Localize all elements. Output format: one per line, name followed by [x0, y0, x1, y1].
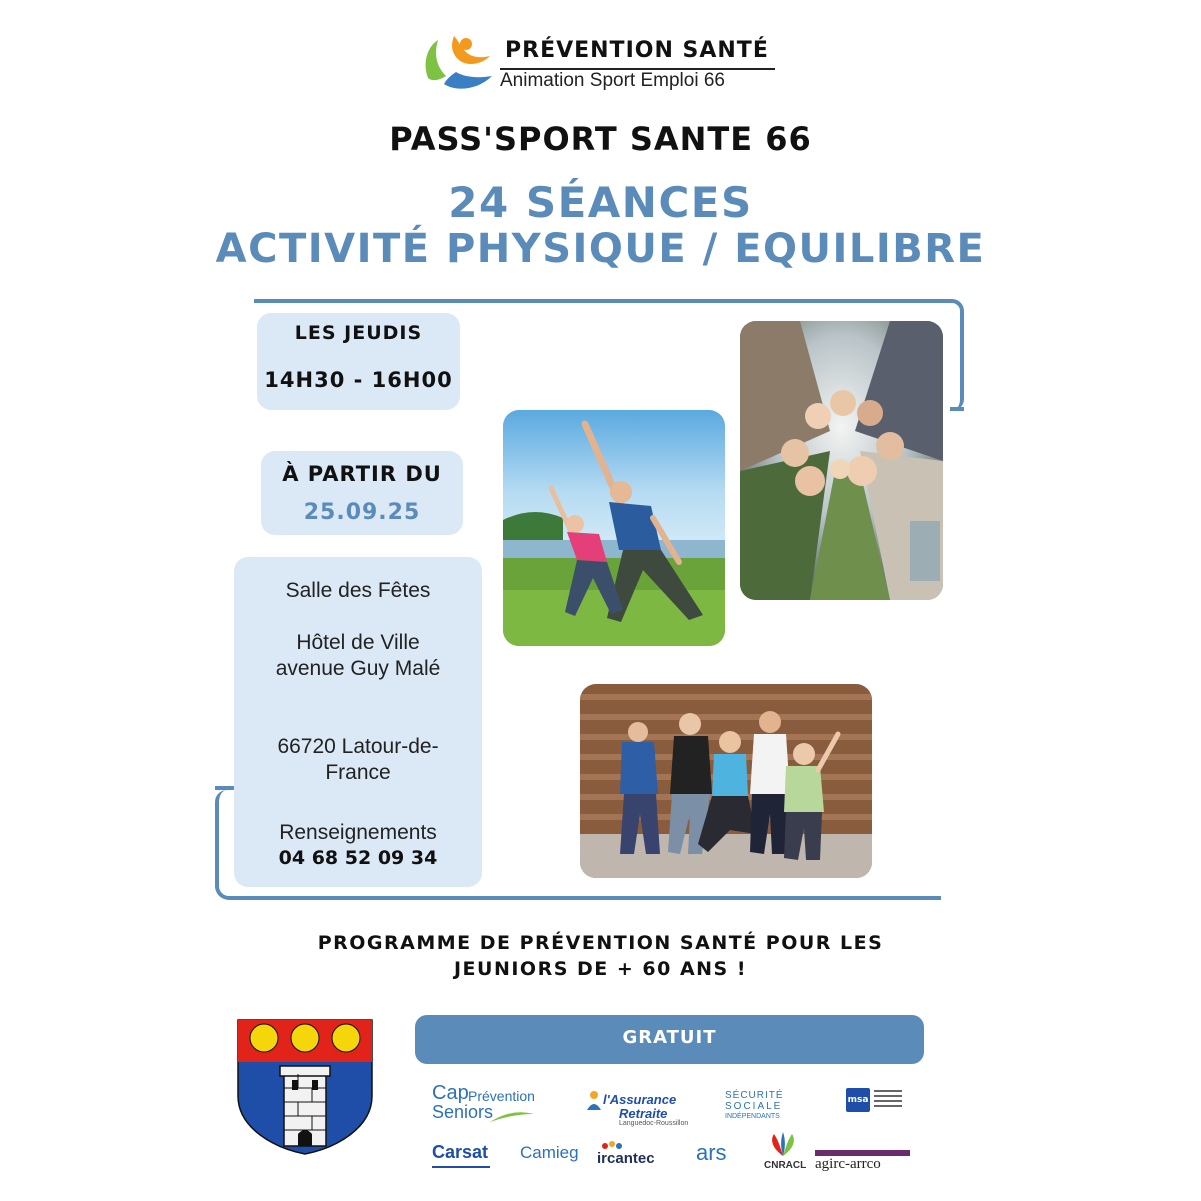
program-description-line-1: PROGRAMME DE PRÉVENTION SANTÉ POUR LES	[317, 932, 884, 954]
start-date-label: À PARTIR DU	[282, 462, 442, 486]
cnracl-icon	[768, 1132, 798, 1158]
start-date-value: 25.09.25	[303, 500, 421, 525]
ircantec-logo	[597, 1140, 677, 1176]
agirc-arrco-text: agirc-arrco	[815, 1156, 881, 1172]
brand-subtitle: Animation Sport Emploi 66	[500, 70, 725, 91]
msa-tagline-lines	[874, 1090, 902, 1107]
retraite-text: Retraite	[619, 1106, 668, 1121]
seniors-text: Seniors	[432, 1102, 494, 1122]
ars-text: ars	[696, 1140, 727, 1165]
securite-sociale-independants-logo	[725, 1090, 785, 1126]
activity-type: ACTIVITÉ PHYSIQUE / EQUILIBRE	[215, 226, 986, 272]
building-line-1: Hôtel de Ville	[296, 631, 420, 654]
carsat-logo	[432, 1142, 512, 1178]
secu-line-3: INDÉPENDANTS	[725, 1113, 780, 1120]
program-title: PASS'SPORT SANTE 66	[389, 120, 812, 158]
ars-logo	[696, 1140, 746, 1174]
venue-name: Salle des Fêtes	[285, 579, 431, 602]
cnracl-text: CNRACL	[764, 1160, 807, 1171]
building-line-2: avenue Guy Malé	[275, 657, 441, 680]
assurance-retraite-icon	[585, 1090, 603, 1112]
agirc-arrco-logo	[815, 1150, 910, 1176]
swoosh-icon	[490, 1110, 534, 1124]
secu-line-2: SOCIALE	[725, 1101, 783, 1112]
msa-text: msa	[847, 1095, 869, 1105]
cap-prevention-seniors-logo	[430, 1082, 535, 1130]
msa-logo	[846, 1088, 906, 1122]
schedule-time: 14H30 - 16H00	[264, 368, 453, 392]
prevention-text: Prévention	[468, 1088, 535, 1104]
cap-text: Cap	[432, 1082, 469, 1104]
free-label: GRATUIT	[622, 1027, 717, 1048]
building-address	[234, 630, 482, 682]
info-label: Renseignements	[279, 821, 437, 844]
assurance-region-text: Languedoc-Roussillon	[619, 1120, 689, 1127]
cnracl-logo	[760, 1132, 810, 1176]
seniors-circle-photo	[740, 321, 943, 600]
brand-title: PRÉVENTION SANTÉ	[505, 38, 769, 63]
sessions-count: 24 SÉANCES	[448, 178, 753, 227]
city-address	[234, 734, 482, 786]
schedule-day: LES JEUDIS	[294, 322, 423, 344]
assurance-retraite-logo	[585, 1086, 689, 1130]
municipal-coat-of-arms-icon	[236, 1018, 374, 1156]
ircantec-text: ircantec	[597, 1150, 655, 1167]
group-exercise-photo	[580, 684, 872, 878]
msa-icon	[846, 1088, 870, 1112]
program-description-line-2: JEUNIORS DE + 60 ANS !	[453, 958, 748, 980]
carsat-text: Carsat	[432, 1142, 489, 1162]
city-line-2: France	[325, 761, 391, 784]
stretching-couple-photo	[503, 410, 725, 646]
secu-line-1: SÉCURITÉ	[725, 1090, 784, 1101]
camieg-text: Camieg	[520, 1143, 579, 1162]
camieg-logo	[520, 1143, 580, 1173]
prevention-sante-logo-icon	[420, 32, 500, 94]
phone-number: 04 68 52 09 34	[278, 847, 438, 869]
assurance-text: l'Assurance	[603, 1092, 677, 1107]
city-line-1: 66720 Latour-de-	[277, 735, 439, 758]
